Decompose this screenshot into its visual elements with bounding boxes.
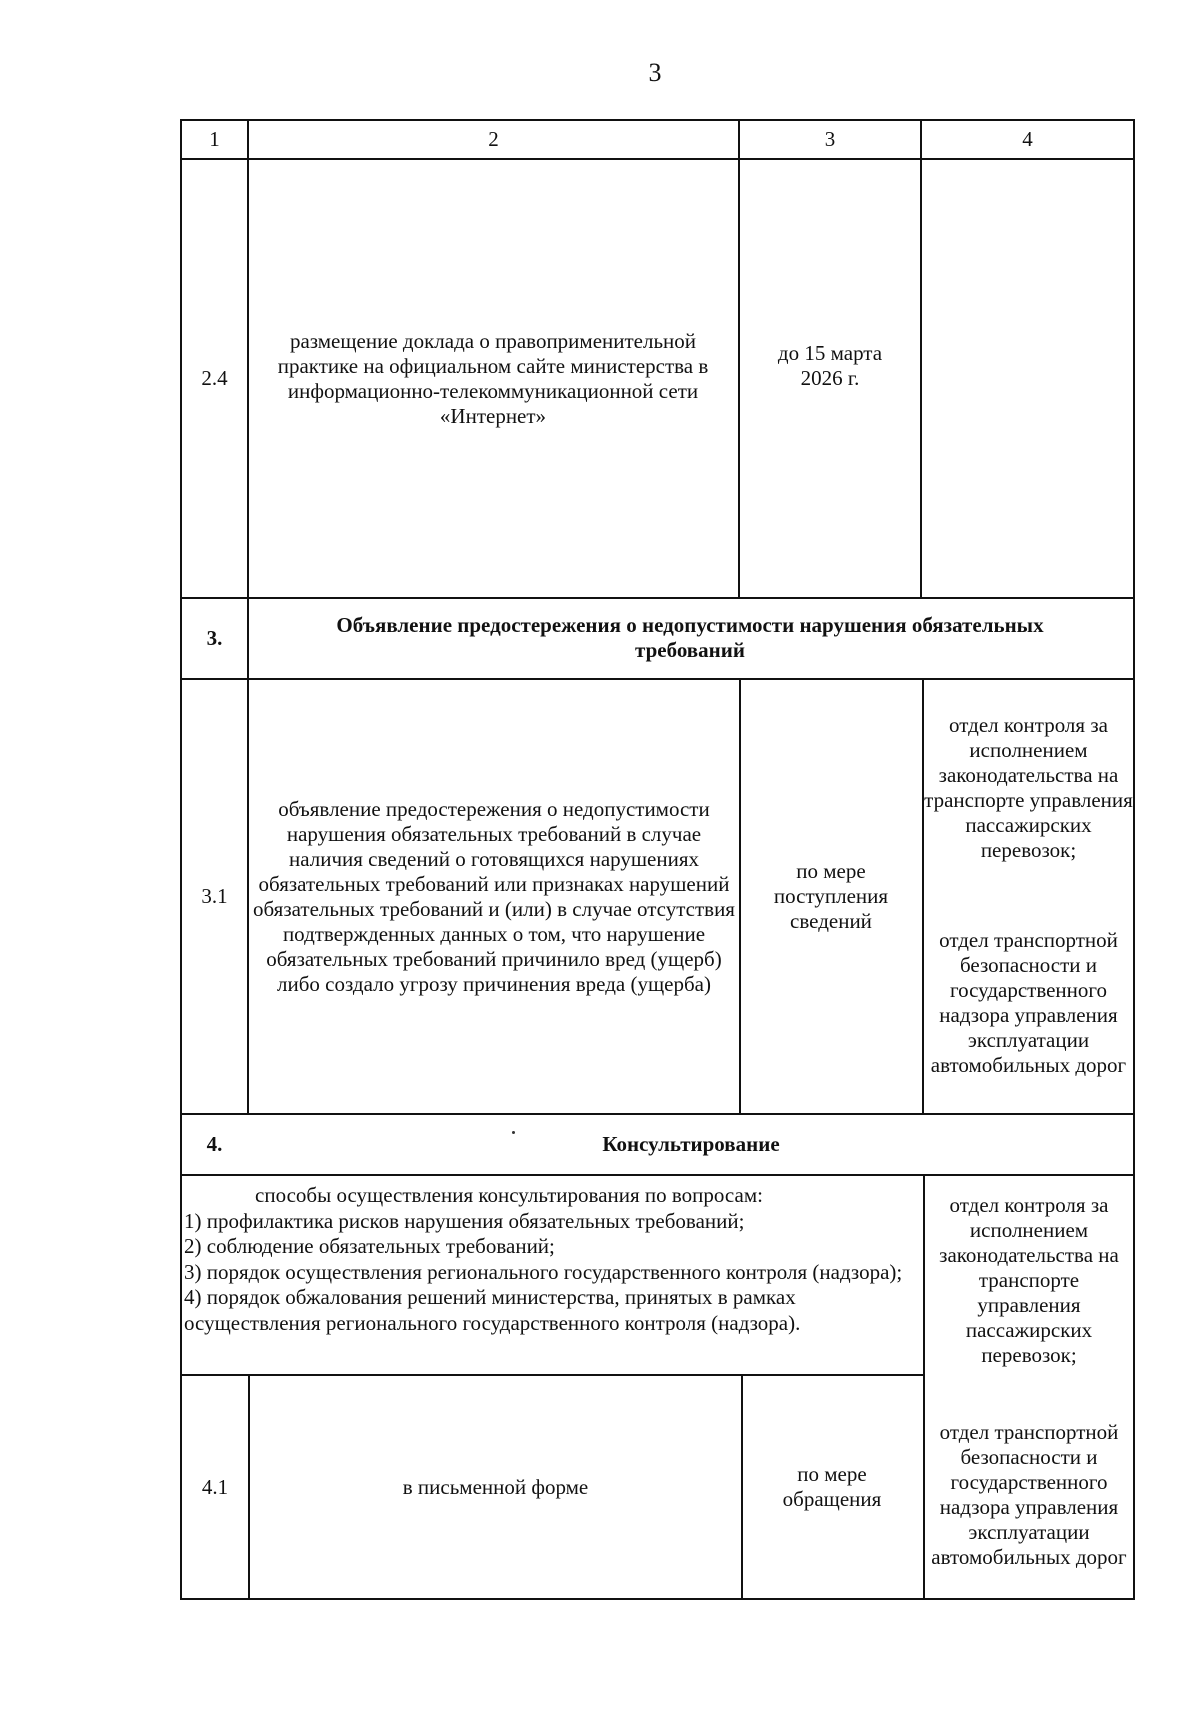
- consultation-topic-item: 1) профилактика рисков нарушения обязательных требований;: [184, 1208, 745, 1233]
- row-2-4-activity: размещение доклада о правоприменительной практике на официальном сайте министерства в информационно-телекоммуникационной сети «Интернет»: [277, 328, 709, 428]
- row-3-1-responsible-2: отдел транспортной безопасности и государственного надзора управления эксплуатации автомобильных дорог: [930, 927, 1127, 1077]
- row-4-1-term: по мере обращения: [782, 1462, 882, 1511]
- section-number-4: 4.: [206, 1132, 223, 1156]
- section-3-title: Объявление предостережения о недопустимости нарушения обязательных требований: [336, 612, 1044, 662]
- consultation-intro: способы осуществления консультирования по вопросам:: [255, 1183, 763, 1207]
- row-number-3-1: 3.1: [201, 884, 228, 908]
- row-3-1-responsible-1: отдел контроля за исполнением законодательства на транспорте управления пассажирских перевозок;: [924, 712, 1133, 862]
- page-number: 3: [648, 58, 662, 87]
- section-number-3: 3.: [206, 626, 223, 650]
- row-3-1-term: по мере поступления сведений: [773, 859, 889, 933]
- header-cell-1: 1: [209, 127, 220, 151]
- section-4-title: Консультирование: [602, 1132, 780, 1156]
- consultation-topic-item: 4) порядок обжалования решений министерства, принятых в рамках осуществления регионального государственного контроля (надзора).: [184, 1285, 801, 1335]
- scan-speck: [512, 1131, 515, 1134]
- column-rule: [738, 119, 740, 599]
- row-3-1-activity: объявление предостережения о недопустимости нарушения обязательных требований в случае наличия сведений о готовящихся нарушениях обязательных требований или признаках нарушений обязательных требований и (или) в случае отсутствия подтвержденных данных о том, что нарушение обязательных требований причинило вред (ущерб) либо создало угрозу причинения вреда (ущерба): [253, 796, 735, 996]
- consultation-topics: [184, 1183, 924, 1373]
- table-border-right: [1133, 119, 1135, 1600]
- row-number-4-1: 4.1: [201, 1474, 229, 1499]
- column-rule: [247, 119, 249, 1114]
- consultation-responsible-2: отдел транспортной безопасности и государственного надзора управления эксплуатации автомобильных дорог: [931, 1419, 1127, 1569]
- header-cell-2: 2: [488, 127, 499, 151]
- column-rule: [741, 1374, 743, 1599]
- row-number-2-4: 2.4: [201, 366, 228, 390]
- table-rule: [180, 1174, 1135, 1176]
- consultation-topic-item: 3) порядок осуществления регионального государственного контроля (надзора);: [184, 1259, 903, 1284]
- consultation-topic-item: 2) соблюдение обязательных требований;: [184, 1234, 555, 1258]
- table-border-bottom: [180, 1598, 1135, 1600]
- row-2-4-term: до 15 марта 2026 г.: [777, 341, 883, 390]
- column-rule: [739, 678, 741, 1114]
- row-2-4-responsible: [922, 160, 1133, 597]
- header-cell-3: 3: [824, 127, 836, 151]
- row-4-1-activity: в письменной форме: [402, 1474, 589, 1499]
- consultation-responsible-1: отдел контроля за исполнением законодательства на транспорте управления пассажирских перевозок;: [939, 1192, 1119, 1367]
- header-cell-4: 4: [1022, 127, 1033, 151]
